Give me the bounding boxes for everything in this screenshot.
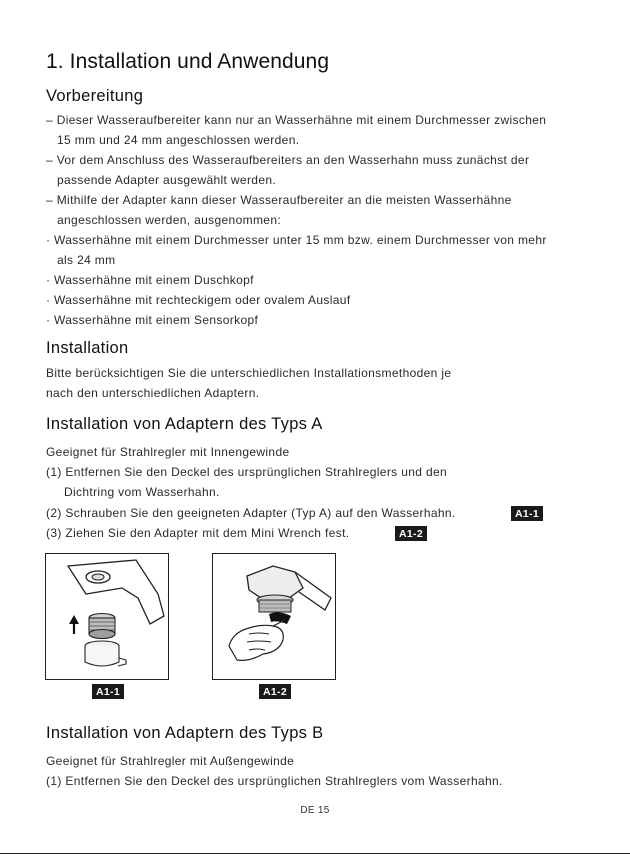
page-number: DE 15 bbox=[300, 805, 330, 816]
text-line: passende Adapter ausgewählt werden. bbox=[57, 173, 277, 187]
text-line: (1) Entfernen Sie den Deckel des ursprünglichen Strahlreglers vom Wasserhahn. bbox=[46, 774, 503, 788]
text-line: angeschlossen werden, ausgenommen: bbox=[57, 213, 282, 227]
figure-ref-tag: A1-1 bbox=[511, 506, 543, 521]
text-line: Geeignet für Strahlregler mit Innengewinde bbox=[46, 445, 290, 459]
section-heading-type-a: Installation von Adaptern des Typs A bbox=[46, 415, 323, 433]
text-line: 15 mm und 24 mm angeschlossen werden. bbox=[57, 133, 300, 147]
text-line: als 24 mm bbox=[57, 253, 116, 267]
text-line: (2) Schrauben Sie den geeigneten Adapter (Typ A) auf den Wasserhahn. bbox=[46, 506, 456, 520]
text-line: nach den unterschiedlichen Adaptern. bbox=[46, 386, 260, 400]
text-line: – Dieser Wasseraufbereiter kann nur an Wasserhähne mit einem Durchmesser zwischen bbox=[46, 113, 547, 127]
text-line: (3) Ziehen Sie den Adapter mit dem Mini Wrench fest. bbox=[46, 526, 350, 540]
text-line: Dichtring vom Wasserhahn. bbox=[64, 485, 220, 499]
wrench-adapter-illustration bbox=[46, 554, 168, 679]
bottom-divider bbox=[0, 853, 630, 854]
text-line: · Wasserhähne mit einem Duschkopf bbox=[46, 273, 254, 287]
text-line: · Wasserhähne mit rechteckigem oder ovalem Auslauf bbox=[46, 293, 351, 307]
figure-a1-2 bbox=[212, 553, 336, 680]
page-title: 1. Installation und Anwendung bbox=[46, 50, 330, 73]
text-line: · Wasserhähne mit einem Durchmesser unter 15 mm bzw. einem Durchmesser von mehr bbox=[46, 233, 547, 247]
figure-ref-tag: A1-2 bbox=[395, 526, 427, 541]
text-line: Bitte berücksichtigen Sie die unterschiedlichen Installationsmethoden je bbox=[46, 366, 452, 380]
hand-tightening-illustration bbox=[213, 554, 335, 679]
text-line: – Mithilfe der Adapter kann dieser Wasseraufbereiter an die meisten Wasserhähne bbox=[46, 193, 512, 207]
section-heading-preparation: Vorbereitung bbox=[46, 87, 144, 105]
figure-caption-a1-1: A1-1 bbox=[92, 684, 124, 699]
text-line: Geeignet für Strahlregler mit Außengewinde bbox=[46, 754, 295, 768]
figure-caption-a1-2: A1-2 bbox=[259, 684, 291, 699]
section-heading-installation: Installation bbox=[46, 339, 129, 357]
section-heading-type-b: Installation von Adaptern des Typs B bbox=[46, 724, 324, 742]
text-line: · Wasserhähne mit einem Sensorkopf bbox=[46, 313, 259, 327]
text-line: (1) Entfernen Sie den Deckel des ursprünglichen Strahlreglers und den bbox=[46, 465, 448, 479]
figure-a1-1 bbox=[45, 553, 169, 680]
text-line: – Vor dem Anschluss des Wasseraufbereiters an den Wasserhahn muss zunächst der bbox=[46, 153, 530, 167]
